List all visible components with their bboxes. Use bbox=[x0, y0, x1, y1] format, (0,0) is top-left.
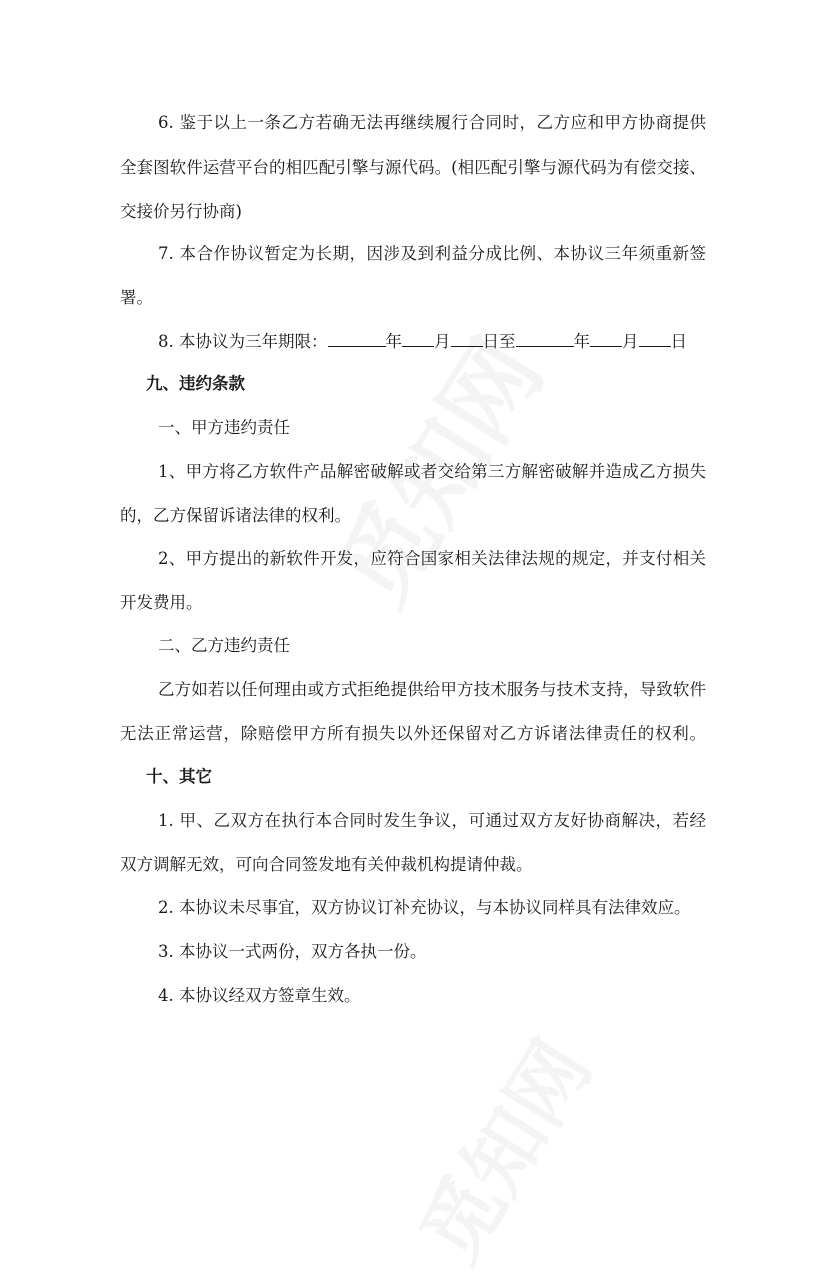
section-9-heading: 九、违约条款 bbox=[146, 374, 245, 393]
party-b-liability-heading: 二、乙方违约责任 bbox=[158, 636, 290, 655]
end-year-blank[interactable] bbox=[516, 330, 574, 347]
clause-7-line-1: 7. 本合作协议暂定为长期，因涉及到利益分成比例、本协议三年须重新签 bbox=[158, 244, 706, 263]
party-b-clause-line-1: 乙方如若以任何理由或方式拒绝提供给甲方技术服务与技术支持，导致软件 bbox=[158, 680, 706, 699]
clause-6-line-1: 6. 鉴于以上一条乙方若确无法再继续履行合同时，乙方应和甲方协商提供 bbox=[158, 113, 706, 132]
section-10-heading: 十、其它 bbox=[146, 767, 212, 786]
start-month-label: 月 bbox=[434, 332, 451, 351]
other-clause-4: 4. 本协议经双方签章生效。 bbox=[158, 986, 361, 1005]
start-year-blank[interactable] bbox=[328, 330, 386, 347]
end-month-blank[interactable] bbox=[590, 330, 622, 347]
party-a-clause-2-line-1: 2、甲方提出的新软件开发，应符合国家相关法律法规的规定，并支付相关 bbox=[158, 549, 706, 568]
clause-8-term-line bbox=[158, 330, 687, 353]
other-clause-2: 2. 本协议未尽事宜，双方协议订补充协议，与本协议同样具有法律效应。 bbox=[158, 898, 691, 917]
end-month-label: 月 bbox=[622, 332, 639, 351]
end-day-label: 日 bbox=[670, 332, 687, 351]
party-a-clause-2-line-2: 开发费用。 bbox=[120, 593, 203, 612]
clause-8-prefix: 8. 本协议为三年期限： bbox=[158, 332, 328, 351]
start-day-to-label: 日至 bbox=[482, 332, 516, 351]
watermark bbox=[388, 1015, 613, 1279]
clause-6-line-2: 全套图软件运营平台的相匹配引擎与源代码。(相匹配引擎与源代码为有偿交接、 bbox=[120, 158, 706, 177]
other-clause-1-line-1: 1. 甲、乙双方在执行本合同时发生争议，可通过双方友好协商解决，若经 bbox=[158, 811, 706, 830]
end-year-label: 年 bbox=[573, 332, 590, 351]
end-day-blank[interactable] bbox=[639, 330, 671, 347]
start-month-blank[interactable] bbox=[402, 330, 434, 347]
party-b-clause-line-2: 无法正常运营，除赔偿甲方所有损失以外还保留对乙方诉诸法律责任的权利。 bbox=[120, 724, 706, 743]
start-year-label: 年 bbox=[385, 332, 402, 351]
start-day-blank[interactable] bbox=[451, 330, 483, 347]
party-a-liability-heading: 一、甲方违约责任 bbox=[158, 418, 290, 437]
party-a-clause-1-line-2: 的，乙方保留诉诸法律的权利。 bbox=[120, 506, 351, 525]
other-clause-1-line-2: 双方调解无效，可向合同签发地有关仲裁机构提请仲裁。 bbox=[120, 855, 533, 874]
clause-7-line-2: 署。 bbox=[120, 288, 153, 307]
party-a-clause-1-line-1: 1、甲方将乙方软件产品解密破解或者交给第三方解密破解并造成乙方损失 bbox=[158, 462, 706, 481]
clause-6-line-3: 交接价另行协商) bbox=[120, 202, 242, 221]
other-clause-3: 3. 本协议一式两份，双方各执一份。 bbox=[158, 942, 427, 961]
